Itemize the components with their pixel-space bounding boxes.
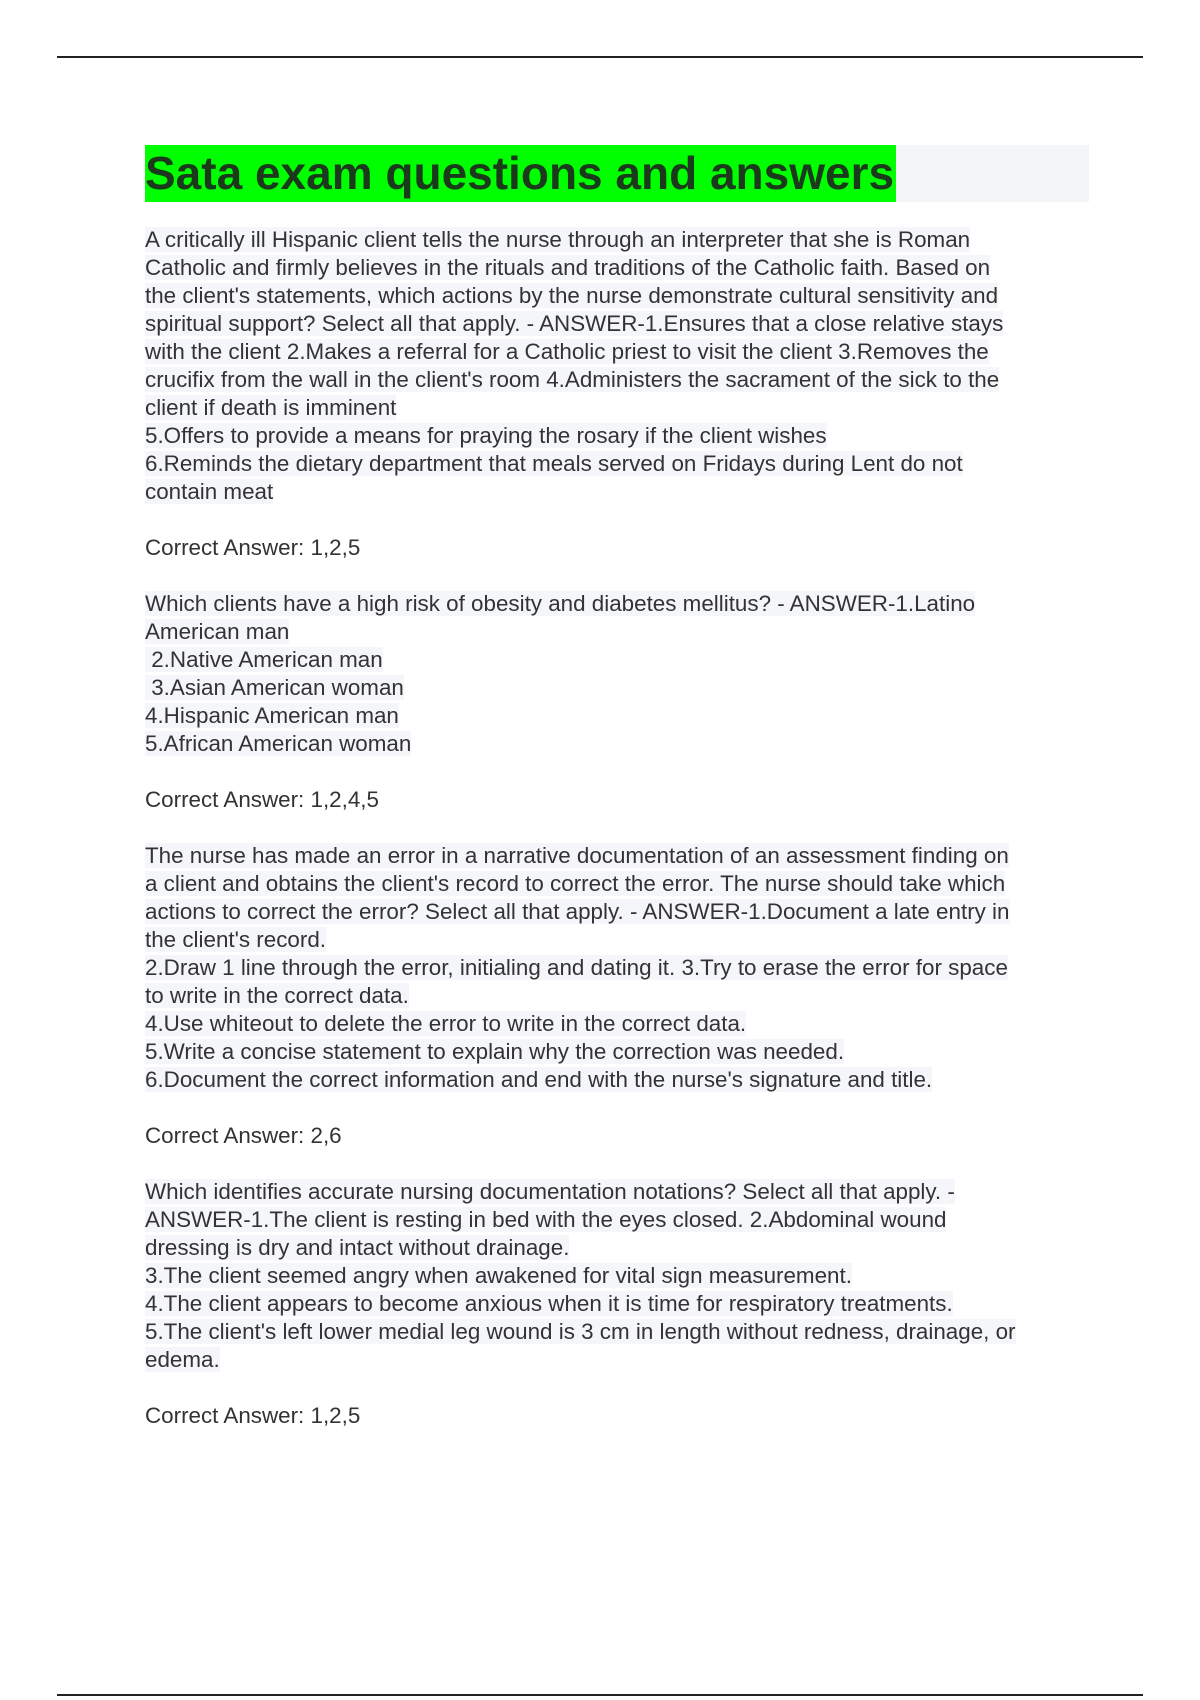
top-rule	[57, 56, 1143, 58]
document-title: Sata exam questions and answers	[145, 145, 896, 202]
correct-answer: Correct Answer: 1,2,4,5	[145, 787, 379, 812]
title-band	[145, 145, 1089, 202]
correct-answer: Correct Answer: 2,6	[145, 1123, 342, 1148]
question-line: 4.The client appears to become anxious when it is time for respiratory treatments.	[145, 1291, 953, 1316]
question-line: actions to correct the error? Select all that apply. - ANSWER-1.Document a late entry in	[145, 899, 1010, 924]
question-line: the client's record.	[145, 927, 326, 952]
question-line: Catholic and firmly believes in the rituals and traditions of the Catholic faith. Based on	[145, 255, 991, 280]
correct-answer: Correct Answer: 1,2,5	[145, 535, 361, 560]
question-line: 2.Native American man	[145, 647, 383, 672]
question-line: 6.Reminds the dietary department that meals served on Fridays during Lent do not	[145, 451, 963, 476]
question-line: spiritual support? Select all that apply. - ANSWER-1.Ensures that a close relative stays	[145, 311, 1004, 336]
question-line: dressing is dry and intact without drainage.	[145, 1235, 570, 1260]
question-line: 5.The client's left lower medial leg wound is 3 cm in length without redness, drainage, or	[145, 1319, 1016, 1344]
question-line: 4.Hispanic American man	[145, 703, 399, 728]
question-block-4	[145, 1178, 1089, 1430]
question-line: A critically ill Hispanic client tells the nurse through an interpreter that she is Roman	[145, 227, 971, 252]
question-line: 2.Draw 1 line through the error, initialing and dating it. 3.Try to erase the error for space	[145, 955, 1008, 980]
question-line: edema.	[145, 1347, 220, 1372]
question-line: American man	[145, 619, 290, 644]
question-block-2	[145, 590, 1089, 814]
question-line: a client and obtains the client's record to correct the error. The nurse should take which	[145, 871, 1006, 896]
question-line: The nurse has made an error in a narrative documentation of an assessment finding on	[145, 843, 1009, 868]
question-line: 3.The client seemed angry when awakened for vital sign measurement.	[145, 1263, 852, 1288]
question-line: with the client 2.Makes a referral for a Catholic priest to visit the client 3.Removes the	[145, 339, 989, 364]
question-line: client if death is imminent	[145, 395, 397, 420]
question-line: contain meat	[145, 479, 274, 504]
question-block-3	[145, 842, 1089, 1150]
question-line: 5.Write a concise statement to explain why the correction was needed.	[145, 1039, 845, 1064]
question-line: crucifix from the wall in the client's room 4.Administers the sacrament of the sick to the	[145, 367, 1000, 392]
document-body	[145, 145, 1089, 1430]
question-line: 5.African American woman	[145, 731, 412, 756]
question-block-1	[145, 226, 1089, 562]
correct-answer: Correct Answer: 1,2,5	[145, 1403, 361, 1428]
question-line: 3.Asian American woman	[145, 675, 404, 700]
question-line: to write in the correct data.	[145, 983, 409, 1008]
question-line: 5.Offers to provide a means for praying the rosary if the client wishes	[145, 423, 827, 448]
bottom-rule	[57, 1694, 1143, 1696]
question-line: the client's statements, which actions by the nurse demonstrate cultural sensitivity and	[145, 283, 999, 308]
question-line: 6.Document the correct information and end with the nurse's signature and title.	[145, 1067, 933, 1092]
question-line: Which clients have a high risk of obesity and diabetes mellitus? - ANSWER-1.Latino	[145, 591, 976, 616]
question-line: 4.Use whiteout to delete the error to write in the correct data.	[145, 1011, 747, 1036]
question-line: ANSWER-1.The client is resting in bed with the eyes closed. 2.Abdominal wound	[145, 1207, 947, 1232]
question-line: Which identifies accurate nursing documentation notations? Select all that apply. -	[145, 1179, 955, 1204]
